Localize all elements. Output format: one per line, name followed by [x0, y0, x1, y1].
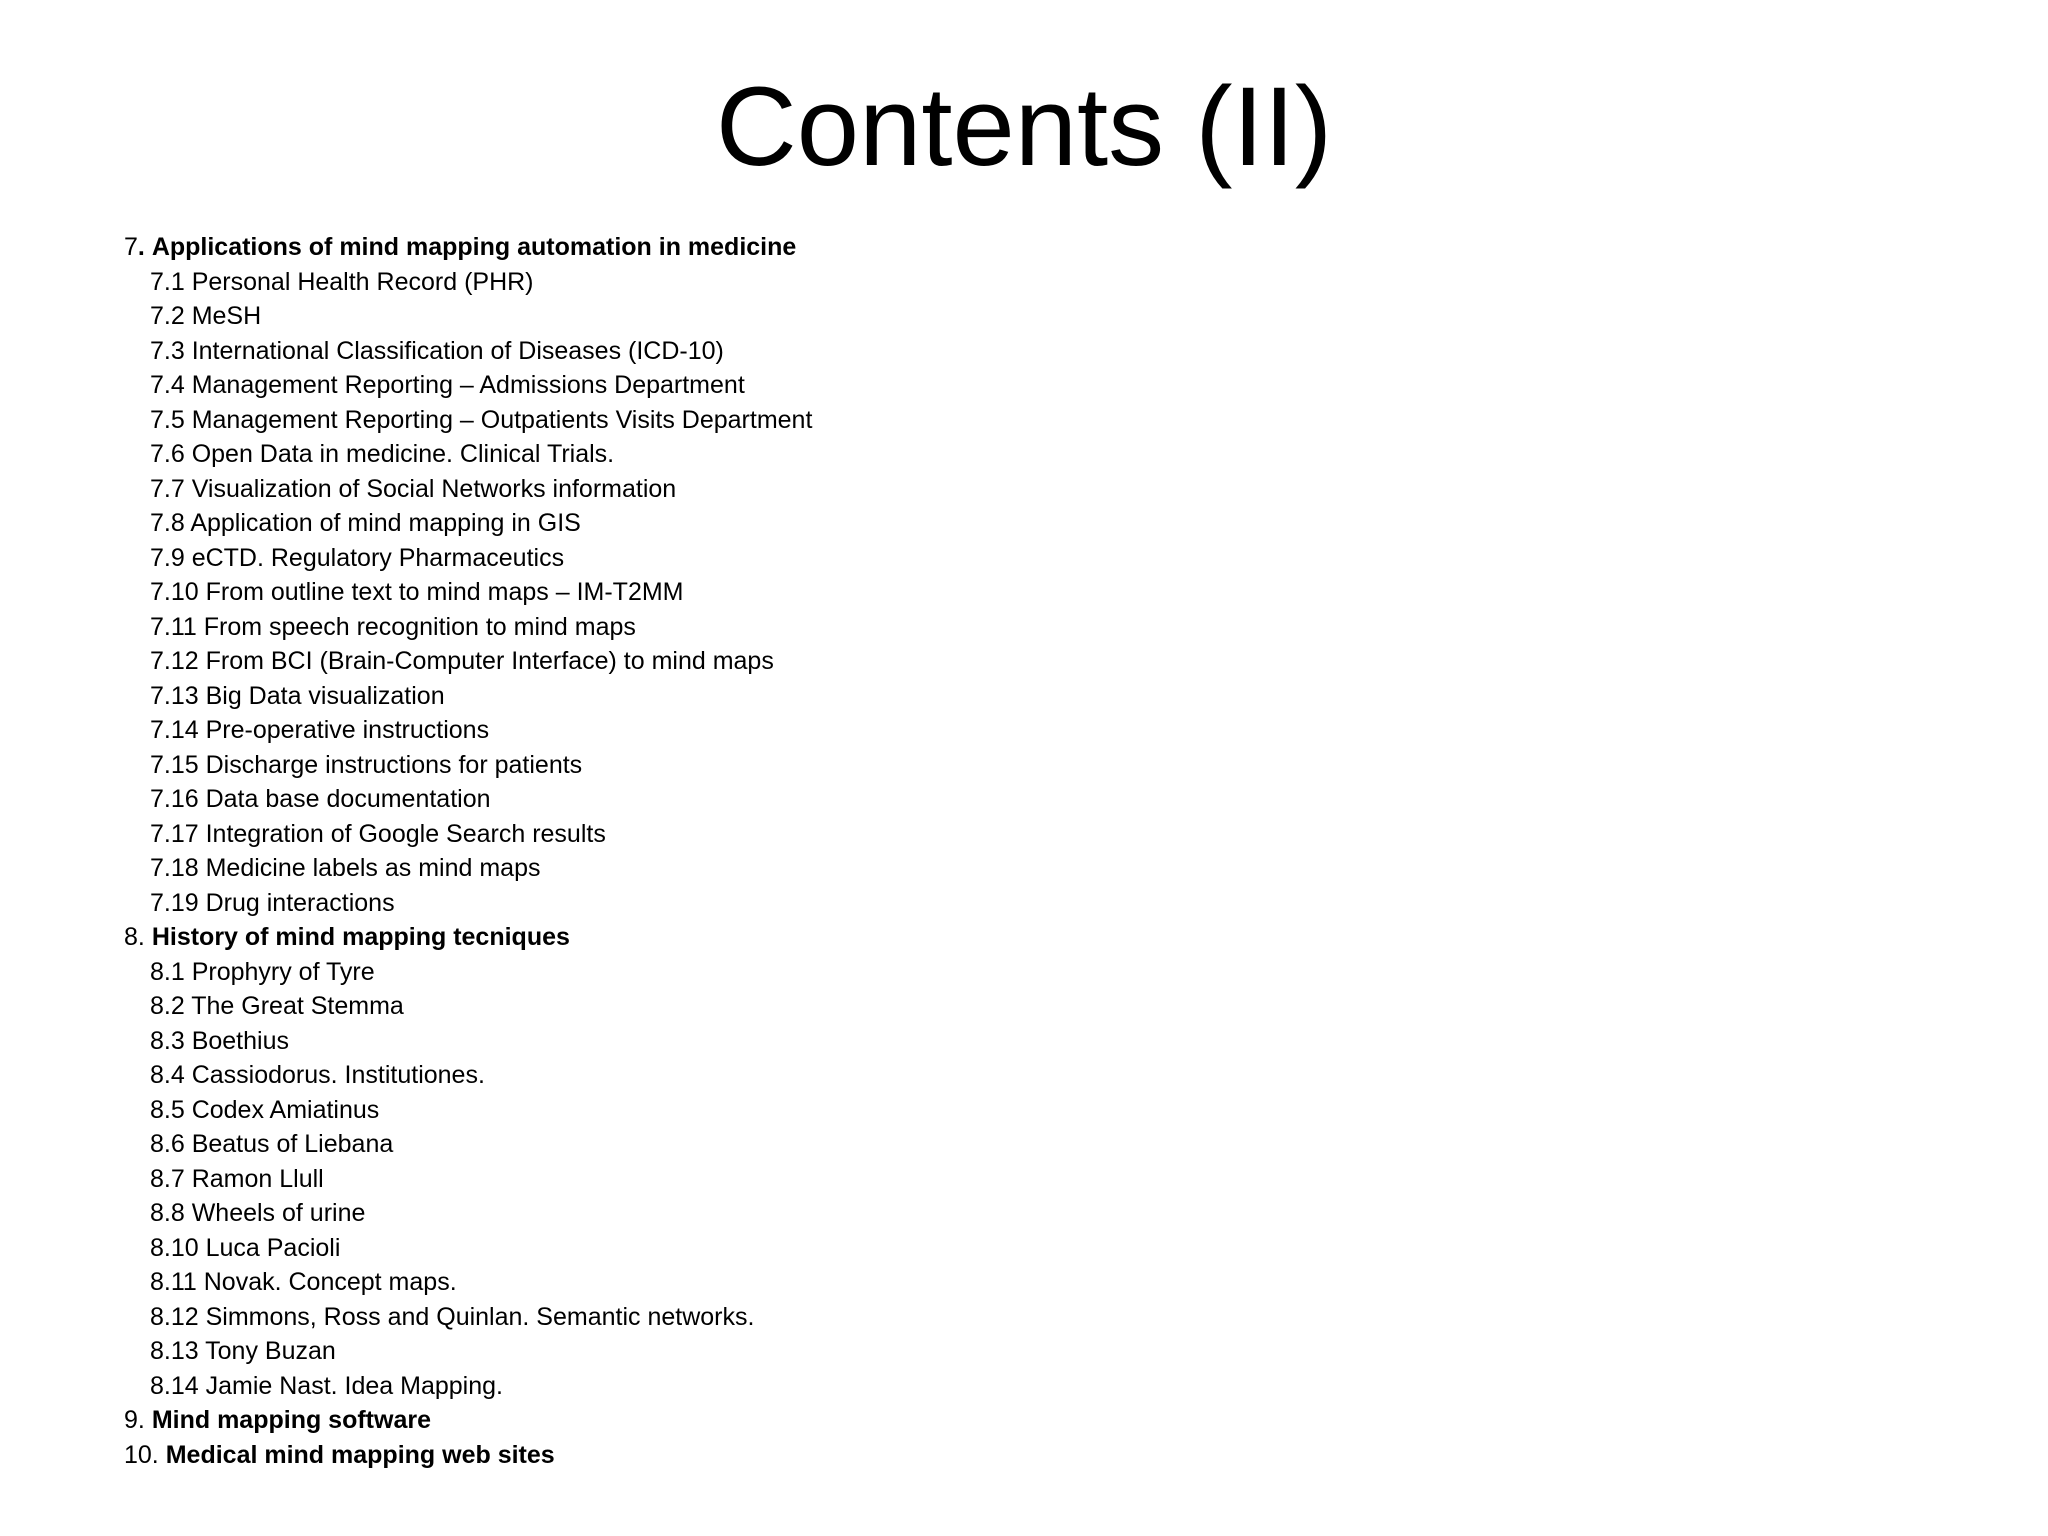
list-item: 8.8 Wheels of urine	[150, 1199, 366, 1227]
section-number: 7	[124, 233, 138, 261]
list-item: 7.4 Management Reporting – Admissions Department	[150, 371, 745, 399]
list-item: 7.5 Management Reporting – Outpatients Visits Department	[150, 405, 813, 434]
section-title: Medical mind mapping web sites	[165, 1440, 555, 1469]
list-item: 7.18 Medicine labels as mind maps	[150, 854, 541, 882]
list-item: 7.15 Discharge instructions for patients	[150, 750, 583, 779]
list-item: 8.13 Tony Buzan	[150, 1337, 336, 1365]
section-title: Applications of mind mapping automation in medicine	[151, 233, 797, 261]
list-item: 8.3 Boethius	[150, 1026, 289, 1055]
list-item: 8.6 Beatus of Liebana	[150, 1130, 394, 1158]
section-title: Mind mapping software	[151, 1406, 431, 1434]
list-item: 8.10 Luca Pacioli	[150, 1233, 341, 1262]
list-item: 7.11 From speech recognition to mind maps	[150, 612, 636, 641]
table-of-contents	[124, 230, 1624, 1472]
list-item: 7.9 eCTD. Regulatory Pharmaceutics	[150, 543, 565, 572]
section-title: History of mind mapping tecniques	[151, 923, 570, 951]
section-number-suffix: .	[137, 233, 145, 261]
list-item: 7.13 Big Data visualization	[150, 681, 445, 710]
list-item: 7.12 From BCI (Brain-Computer Interface) to mind maps	[150, 647, 774, 675]
list-item: 7.2 MeSH	[150, 302, 262, 330]
section-heading	[124, 230, 1624, 265]
list-item: 8.2 The Great Stemma	[150, 992, 404, 1020]
list-item: 8.1 Prophyry of Tyre	[150, 957, 375, 986]
section-number: 8.	[124, 923, 145, 951]
list-item: 7.1 Personal Health Record (PHR)	[150, 267, 534, 296]
section-number: 10.	[124, 1440, 159, 1469]
list-item: 8.14 Jamie Nast. Idea Mapping.	[150, 1371, 503, 1400]
section-heading	[124, 1438, 1624, 1473]
list-item: 7.6 Open Data in medicine. Clinical Trials.	[150, 440, 615, 468]
section-number: 9.	[124, 1406, 145, 1434]
list-item: 8.11 Novak. Concept maps.	[150, 1268, 457, 1296]
list-item: 7.10 From outline text to mind maps – IM-T2MM	[150, 578, 684, 606]
list-item: 8.5 Codex Amiatinus	[150, 1095, 380, 1124]
list-item: 7.8 Application of mind mapping in GIS	[150, 509, 581, 537]
section-heading	[124, 1403, 1624, 1438]
page-title: Contents (II)	[715, 64, 1333, 189]
list-item: 7.16 Data base documentation	[150, 785, 491, 813]
list-item: 7.3 International Classification of Diseases (ICD-10)	[150, 336, 724, 365]
list-item: 8.7 Ramon Llull	[150, 1164, 324, 1193]
list-item: 7.19 Drug interactions	[150, 888, 395, 917]
section-heading	[124, 920, 1624, 955]
list-item: 7.17 Integration of Google Search results	[150, 819, 606, 848]
list-item: 8.12 Simmons, Ross and Quinlan. Semantic networks.	[150, 1302, 755, 1331]
list-item: 7.14 Pre-operative instructions	[150, 716, 490, 744]
list-item: 7.7 Visualization of Social Networks information	[150, 474, 677, 503]
list-item: 8.4 Cassiodorus. Institutiones.	[150, 1061, 485, 1089]
